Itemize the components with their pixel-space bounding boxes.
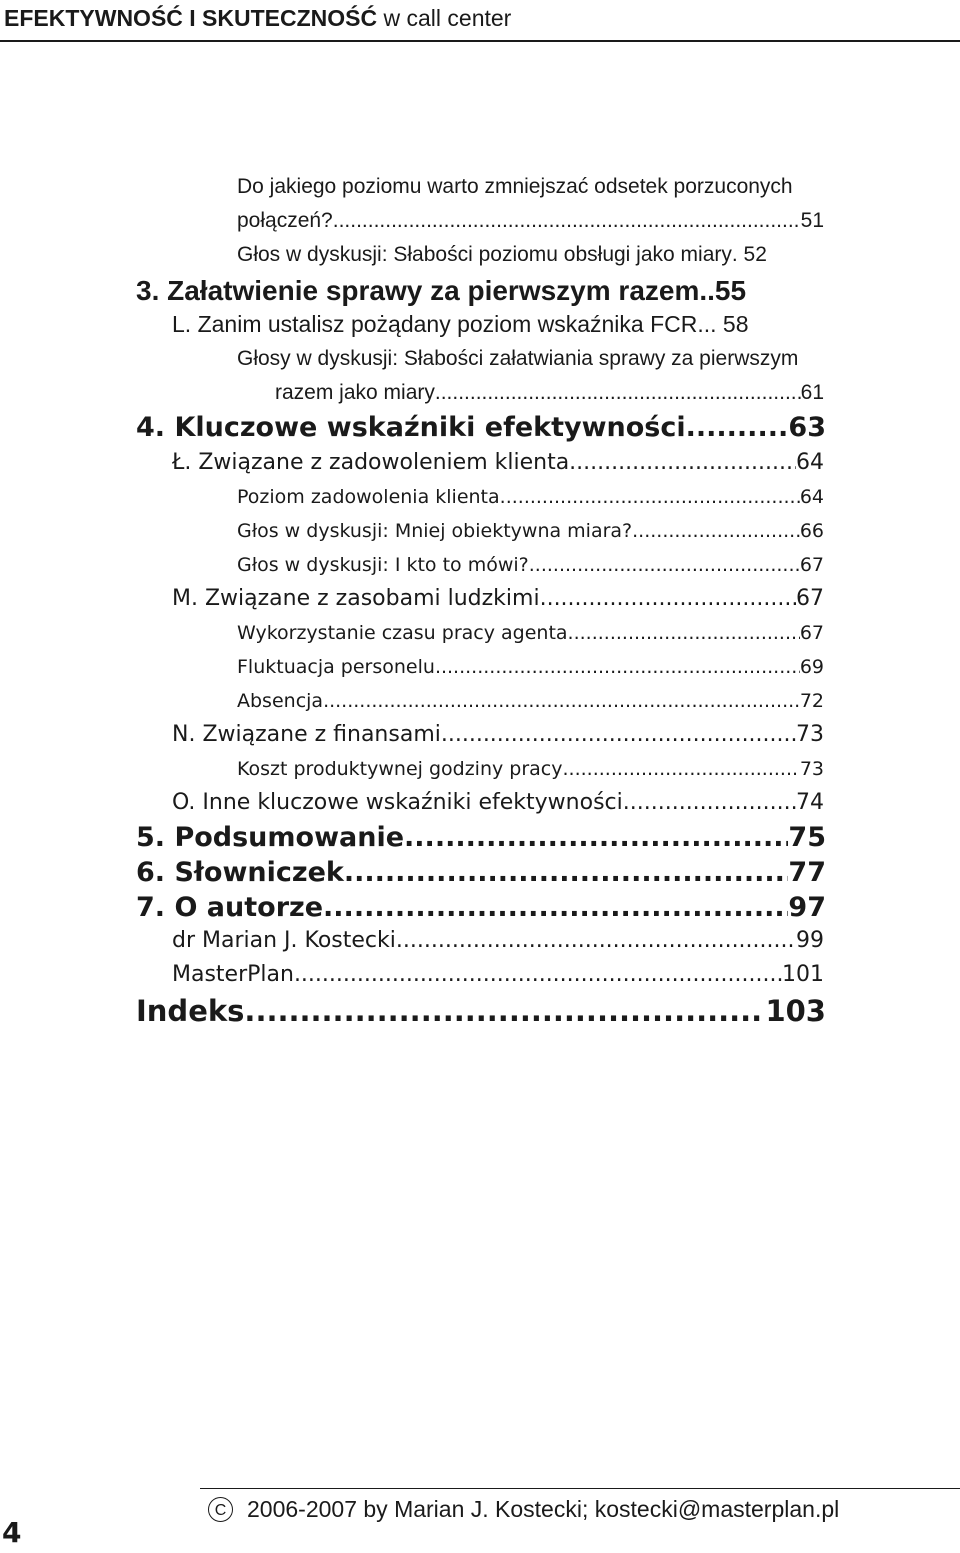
toc-chapter: 6. Słowniczek ..... 77: [136, 857, 826, 888]
header-title: [4, 5, 511, 32]
toc-section: O. Inne kluczowe wskaźniki efektywności ..... 74: [172, 790, 824, 815]
toc-chapter: 3. Załatwienie sprawy za pierwszym razem ..55: [136, 275, 747, 306]
toc-entry: Absencja ..... 72: [237, 690, 824, 712]
page-number: 4: [2, 1516, 22, 1549]
toc-entry: Fluktuacja personelu ..... 69: [237, 656, 824, 678]
footer-divider: [200, 1488, 960, 1489]
header-title-rest: w call center: [377, 5, 512, 31]
toc-entry: połączeń? ..... 51: [237, 209, 824, 233]
copyright-footer: [208, 1496, 839, 1523]
toc-entry: Głos w dyskusji: Mniej obiektywna miara? ..... 66: [237, 520, 824, 542]
toc-chapter: 5. Podsumowanie ..... 75: [136, 822, 826, 853]
toc-entry: Wykorzystanie czasu pracy agenta ..... 67: [237, 622, 824, 644]
toc-entry: Głosy w dyskusji: Słabości załatwiania sprawy za pierwszym: [237, 347, 799, 370]
toc-entry: Do jakiego poziomu warto zmniejszać odsetek porzuconych: [237, 175, 793, 198]
toc-section: dr Marian J. Kostecki ..... 99: [172, 928, 824, 953]
toc-entry: razem jako miary ..... 61: [275, 381, 824, 405]
toc-section: M. Związane z zasobami ludzkimi ..... 67: [172, 586, 824, 611]
toc-entry: Głos w dyskusji: Słabości poziomu obsługi jako miary . 52: [237, 243, 767, 266]
toc-entry: Głos w dyskusji: I kto to mówi? ..... 67: [237, 554, 824, 576]
header-title-bold: EFEKTYWNOŚĆ I SKUTECZNOŚĆ: [4, 5, 378, 31]
copyright-icon: C: [208, 1497, 233, 1522]
running-header: [0, 0, 960, 42]
toc-entry: Poziom zadowolenia klienta ..... 64: [237, 486, 824, 508]
toc-entry: Koszt produktywnej godziny pracy ..... 73: [237, 758, 824, 780]
toc-chapter: 7. O autorze ..... 97: [136, 892, 826, 923]
toc-chapter: 4. Kluczowe wskaźniki efektywności ..... 63: [136, 412, 826, 443]
copyright-text: 2006-2007 by Marian J. Kostecki; kostecki@masterplan.pl: [247, 1496, 840, 1522]
toc-section: MasterPlan ..... 101: [172, 962, 824, 987]
toc-section: N. Związane z finansami ..... 73: [172, 722, 824, 747]
toc-section: L. Zanim ustalisz pożądany poziom wskaźnika FCR ... 58: [172, 311, 749, 337]
toc-chapter: Indeks ..... 103: [136, 994, 826, 1028]
toc-section: Ł. Związane z zadowoleniem klienta ..... 64: [172, 450, 824, 475]
